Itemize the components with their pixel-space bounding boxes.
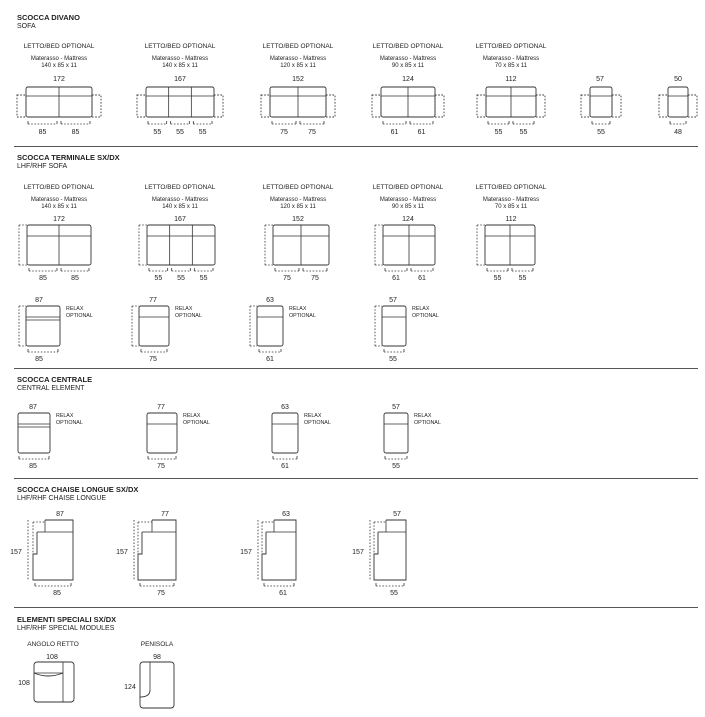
seat-dimension: 75 [308, 129, 316, 136]
mattress-label: Materasso - Mattress [151, 197, 209, 203]
optional-label: OPTIONAL [56, 420, 83, 426]
seat-dimension: 61 [281, 463, 289, 470]
arm-outline [137, 95, 146, 117]
bed-option-label: LETTO/BED OPTIONAL [23, 43, 95, 50]
seat-dimension: 55 [199, 275, 208, 282]
depth-dimension: 157 [352, 549, 364, 556]
seat-dimension: 55 [518, 275, 527, 282]
central-body [272, 413, 298, 453]
relax-label: RELAX [414, 413, 432, 419]
arm-outline [214, 95, 223, 117]
seat-dimension: 55 [392, 463, 400, 470]
depth-dimension: 157 [240, 549, 252, 556]
width-dimension: 57 [392, 404, 400, 411]
terminal-single-body [257, 306, 283, 346]
width-dimension: 63 [282, 511, 290, 518]
width-dimension: 172 [53, 216, 65, 223]
mattress-size: 90 x 85 x 11 [391, 63, 425, 69]
width-dimension: 172 [53, 76, 65, 83]
sofa-body [146, 87, 214, 117]
section-subtitle-chaise: LHF/RHF CHAISE LONGUE [17, 495, 107, 502]
arm-outline [581, 95, 590, 117]
mattress-label: Materasso - Mattress [30, 56, 88, 62]
terminal-single-body [139, 306, 169, 346]
width-dimension: 77 [157, 404, 165, 411]
chaise-body [138, 520, 176, 580]
seat-dimension: 61 [279, 590, 287, 597]
mattress-size: 120 x 85 x 11 [280, 204, 316, 210]
relax-label: RELAX [183, 413, 201, 419]
bed-option-label: LETTO/BED OPTIONAL [475, 184, 547, 191]
mattress-label: Materasso - Mattress [269, 197, 327, 203]
chaise-body [374, 520, 406, 580]
section-subtitle-central: CENTRAL ELEMENT [17, 385, 85, 392]
bed-option-label: LETTO/BED OPTIONAL [372, 184, 444, 191]
seat-dimension: 55 [390, 590, 398, 597]
seat-dimension: 55 [176, 129, 184, 136]
seat-dimension: 75 [280, 129, 288, 136]
bed-option-label: LETTO/BED OPTIONAL [475, 43, 547, 50]
seat-dimension: 75 [157, 590, 165, 597]
width-dimension: 124 [402, 216, 414, 223]
mattress-size: 140 x 85 x 11 [162, 204, 198, 210]
width-dimension: 98 [153, 654, 161, 661]
width-dimension: 87 [29, 404, 37, 411]
width-dimension: 87 [35, 297, 43, 304]
bed-option-label: LETTO/BED OPTIONAL [262, 43, 334, 50]
width-dimension: 50 [674, 76, 682, 83]
chaise-body [262, 520, 296, 580]
central-body [18, 413, 50, 453]
chaise-body [33, 520, 73, 580]
angolo-retto-label: ANGOLO RETTO [27, 641, 79, 648]
mattress-size: 140 x 85 x 11 [162, 63, 198, 69]
arm-outline [261, 95, 270, 117]
section-subtitle-sofa: SOFA [17, 23, 36, 30]
optional-label: OPTIONAL [414, 420, 441, 426]
arm-outline [17, 95, 26, 117]
central-body [384, 413, 408, 453]
bed-option-label: LETTO/BED OPTIONAL [23, 184, 95, 191]
mattress-label: Materasso - Mattress [379, 197, 437, 203]
arm-outline [536, 95, 545, 117]
bed-option-label: LETTO/BED OPTIONAL [144, 184, 216, 191]
depth-dimension: 157 [10, 549, 22, 556]
seat-dimension: 61 [392, 275, 400, 282]
width-dimension: 77 [161, 511, 169, 518]
width-dimension: 112 [505, 76, 517, 83]
angolo-retto-body [34, 662, 74, 702]
corner-curve [34, 673, 63, 676]
bed-option-label: LETTO/BED OPTIONAL [262, 184, 334, 191]
section-title-terminal: SCOCCA TERMINALE SX/DX [17, 153, 120, 162]
seat-dimension: 85 [38, 129, 47, 136]
width-dimension: 57 [389, 297, 397, 304]
arm-outline [688, 95, 697, 117]
optional-label: OPTIONAL [412, 313, 439, 319]
arm-outline [659, 95, 668, 117]
seat-dimension: 85 [71, 129, 80, 136]
width-dimension: 112 [505, 216, 517, 223]
corner-curve [140, 690, 150, 697]
seat-dimension: 61 [266, 356, 274, 363]
section-title-chaise: SCOCCA CHAISE LONGUE SX/DX [17, 485, 139, 494]
mattress-label: Materasso - Mattress [30, 197, 88, 203]
seat-dimension: 75 [149, 356, 157, 363]
width-dimension: 167 [174, 216, 186, 223]
depth-dimension: 124 [124, 684, 136, 691]
mattress-label: Materasso - Mattress [151, 56, 209, 62]
mattress-label: Materasso - Mattress [379, 56, 437, 62]
relax-label: RELAX [66, 306, 84, 312]
relax-label: RELAX [412, 306, 430, 312]
seat-dimension: 61 [417, 129, 426, 136]
relax-label: RELAX [289, 306, 307, 312]
seat-dimension: 48 [674, 129, 682, 136]
section-title-special: ELEMENTI SPECIALI SX/DX [17, 615, 117, 624]
optional-label: OPTIONAL [289, 313, 316, 319]
width-dimension: 124 [402, 76, 414, 83]
optional-label: OPTIONAL [66, 313, 93, 319]
width-dimension: 63 [281, 404, 289, 411]
arm-outline [612, 95, 621, 117]
mattress-size: 140 x 85 x 11 [41, 63, 77, 69]
seat-dimension: 55 [389, 356, 397, 363]
seat-dimension: 55 [153, 129, 162, 136]
bed-option-label: LETTO/BED OPTIONAL [372, 43, 444, 50]
depth-dimension: 108 [18, 680, 30, 687]
optional-label: OPTIONAL [175, 313, 202, 319]
mattress-size: 90 x 85 x 11 [391, 204, 425, 210]
seat-dimension: 55 [198, 129, 207, 136]
seat-dimension: 55 [597, 129, 605, 136]
seat-dimension: 85 [35, 356, 43, 363]
terminal-single-body [382, 306, 406, 346]
section-subtitle-special: LHF/RHF SPECIAL MODULES [17, 625, 115, 632]
seat-dimension: 55 [494, 129, 503, 136]
width-dimension: 77 [149, 297, 157, 304]
depth-dimension: 157 [116, 549, 128, 556]
mattress-size: 120 x 85 x 11 [280, 63, 316, 69]
sofa-body [590, 87, 612, 117]
width-dimension: 57 [393, 511, 401, 518]
seat-dimension: 85 [53, 590, 61, 597]
arm-outline [477, 95, 486, 117]
central-body [147, 413, 177, 453]
relax-label: RELAX [56, 413, 74, 419]
penisola-label: PENISOLA [140, 641, 174, 648]
arm-outline [372, 95, 381, 117]
bed-option-label: LETTO/BED OPTIONAL [144, 43, 216, 50]
seat-dimension: 75 [283, 275, 291, 282]
penisola-body [140, 662, 174, 708]
mattress-size: 70 x 85 x 11 [494, 63, 528, 69]
seat-dimension: 61 [390, 129, 399, 136]
terminal-single-body [26, 306, 60, 346]
seat-dimension: 75 [157, 463, 165, 470]
mattress-label: Materasso - Mattress [482, 197, 540, 203]
terminal-body [147, 225, 215, 265]
seat-dimension: 85 [29, 463, 37, 470]
seat-dimension: 55 [519, 129, 528, 136]
sofa-body [668, 87, 688, 117]
arm-outline [92, 95, 101, 117]
seat-dimension: 55 [177, 275, 185, 282]
mattress-size: 140 x 85 x 11 [41, 204, 77, 210]
relax-label: RELAX [175, 306, 193, 312]
seat-dimension: 61 [418, 275, 426, 282]
mattress-size: 70 x 85 x 11 [494, 204, 528, 210]
arm-outline [326, 95, 335, 117]
width-dimension: 152 [292, 76, 304, 83]
seat-dimension: 85 [39, 275, 47, 282]
width-dimension: 108 [46, 654, 58, 661]
optional-label: OPTIONAL [304, 420, 331, 426]
seat-dimension: 75 [311, 275, 319, 282]
optional-label: OPTIONAL [183, 420, 210, 426]
section-subtitle-terminal: LHF/RHF SOFA [17, 163, 68, 170]
seat-dimension: 55 [154, 275, 163, 282]
width-dimension: 152 [292, 216, 304, 223]
mattress-label: Materasso - Mattress [269, 56, 327, 62]
mattress-label: Materasso - Mattress [482, 56, 540, 62]
arm-outline [435, 95, 444, 117]
width-dimension: 167 [174, 76, 186, 83]
width-dimension: 63 [266, 297, 274, 304]
width-dimension: 87 [56, 511, 64, 518]
width-dimension: 57 [596, 76, 604, 83]
section-title-central: SCOCCA CENTRALE [17, 375, 93, 384]
seat-dimension: 55 [493, 275, 502, 282]
seat-dimension: 85 [71, 275, 79, 282]
relax-label: RELAX [304, 413, 322, 419]
section-title-sofa: SCOCCA DIVANO [17, 13, 80, 22]
